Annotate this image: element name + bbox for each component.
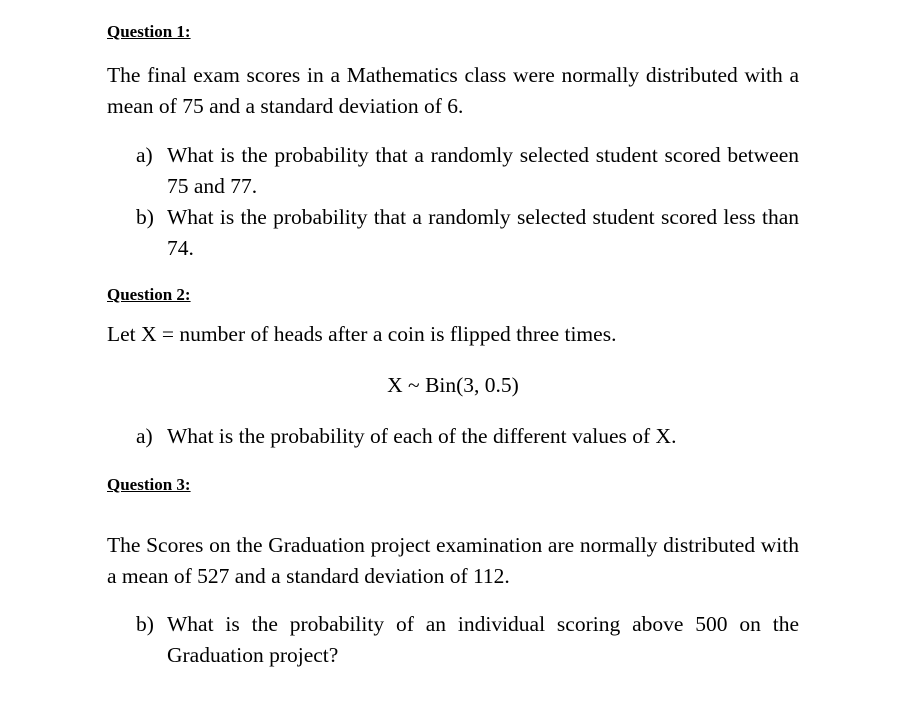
list-marker: a)	[136, 143, 153, 167]
list-item	[136, 421, 799, 452]
question-3-heading: Question 3:	[107, 475, 191, 494]
question-2-heading: Question 2:	[107, 285, 191, 304]
list-item	[136, 609, 799, 671]
list-marker: b)	[136, 612, 154, 636]
question-2-text: Let X = number of heads after a coin is flipped three times.	[107, 322, 617, 346]
list-item	[136, 202, 799, 264]
question-3-list	[136, 609, 799, 671]
question-3-text: The Scores on the Graduation project examination are normally distributed with a mean of 527 and a standard deviation of 112.	[107, 533, 799, 588]
list-marker: a)	[136, 424, 153, 448]
list-item-text: What is the probability of an individual scoring above 500 on the Graduation project?	[167, 612, 799, 667]
list-item	[136, 140, 799, 202]
list-item-text: What is the probability of each of the different values of X.	[167, 424, 677, 448]
list-item-text: What is the probability that a randomly selected student scored less than 74.	[167, 205, 799, 260]
question-1-list	[136, 140, 799, 264]
question-2-list	[136, 421, 799, 452]
list-marker: b)	[136, 205, 154, 229]
question-1-heading: Question 1:	[107, 22, 191, 41]
question-1-text: The final exam scores in a Mathematics class were normally distributed with a mean of 75 and a standard deviation of 6.	[107, 63, 799, 118]
list-item-text: What is the probability that a randomly selected student scored between 75 and 77.	[167, 143, 799, 198]
binomial-formula: X ~ Bin(3, 0.5)	[387, 373, 519, 397]
